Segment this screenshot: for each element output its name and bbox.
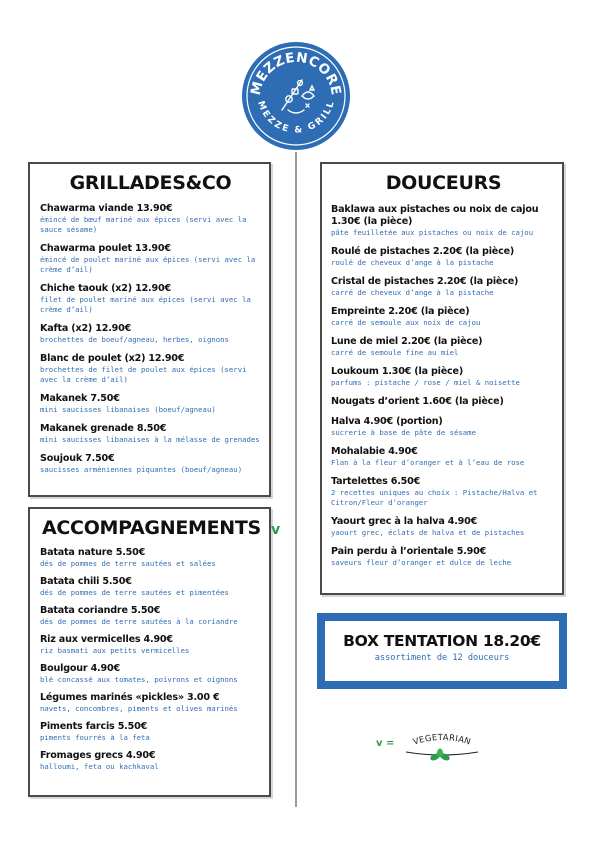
menu-item [40, 423, 261, 445]
menu-item [331, 516, 556, 538]
menu-item-description: halloumi, feta ou kachkaval [40, 762, 159, 771]
menu-item-name: Baklawa aux pistaches ou noix de cajou 1.30€ (la pièce) [331, 204, 539, 227]
menu-item-description: dés de pommes de terre sautées à la coriandre [40, 617, 238, 626]
menu-item-description: pâte feuilletée aux pistaches ou noix de cajou [331, 228, 534, 237]
menu-item-name: Piments farcis 5.50€ [40, 721, 148, 732]
menu-item [331, 476, 556, 508]
menu-item-name: Chawarma poulet 13.90€ [40, 243, 171, 254]
menu-item-description: riz basmati aux petits vermicelles [40, 646, 190, 655]
menu-item-name: Loukoum 1.30€ (la pièce) [331, 366, 464, 377]
grillades-section [28, 162, 271, 497]
menu-item-name: Kafta (x2) 12.90€ [40, 323, 132, 334]
menu-item [331, 246, 556, 268]
grillades-list [40, 203, 261, 475]
menu-item-name: Cristal de pistaches 2.20€ (la pièce) [331, 276, 519, 287]
menu-item-name: Chawarma viande 13.90€ [40, 203, 173, 214]
logo-bottom-text: MEZZE & GRILL [255, 99, 337, 136]
menu-item-name: Nougats d’orient 1.60€ (la pièce) [331, 396, 504, 407]
menu-item-name: Mohalabie 4.90€ [331, 446, 418, 457]
menu-item-description: carré de cheveux d’ange à la pistache [331, 288, 494, 297]
accompagnements-header [42, 517, 280, 539]
menu-item [331, 446, 556, 468]
menu-item-description: mini saucisses libanaises à la mélasse de grenades [40, 435, 260, 444]
menu-item-name: Fromages grecs 4.90€ [40, 750, 156, 761]
menu-item-name: Makanek 7.50€ [40, 393, 120, 404]
vegetarian-legend [374, 728, 484, 764]
menu-item [40, 203, 261, 235]
menu-item-name: Batata chili 5.50€ [40, 576, 132, 587]
menu-item [331, 204, 556, 238]
menu-item-name: Empreinte 2.20€ (la pièce) [331, 306, 470, 317]
accompagnements-section [28, 507, 280, 797]
menu-item-name: Halva 4.90€ (portion) [331, 416, 443, 427]
menu-item-description: parfums : pistache / rose / miel & noisette [331, 378, 520, 387]
menu-item-name: Lune de miel 2.20€ (la pièce) [331, 336, 483, 347]
menu-item-description: roulé de cheveux d’ange à la pistache [331, 258, 494, 267]
menu-item [40, 393, 261, 415]
menu-item-description: saucisses arméniennes piquantes (boeuf/agneau) [40, 465, 243, 474]
menu-item-description: dés de pommes de terre sautées et pimentées [40, 588, 229, 597]
menu-item-description: yaourt grec, éclats de halva et de pistaches [331, 528, 525, 537]
menu-item [40, 353, 261, 385]
menu-item [40, 750, 261, 772]
menu-item-name: Yaourt grec à la halva 4.90€ [331, 516, 478, 527]
menu-item [40, 576, 261, 598]
menu-item [40, 634, 261, 656]
menu-item-description: filet de poulet mariné aux épices (servi avec la crème d’ail) [40, 295, 251, 314]
menu-item-description: émincé de bœuf mariné aux épices (servi avec la sauce sésame) [40, 215, 247, 234]
vegetarian-leaf-icon [400, 728, 484, 764]
menu-item-name: Batata nature 5.50€ [40, 547, 146, 558]
douceurs-list [331, 204, 556, 568]
menu-item-description: sucrerie à base de pâte de sésame [331, 428, 476, 437]
menu-item-name: Pain perdu à l’orientale 5.90€ [331, 546, 487, 557]
douceurs-title: DOUCEURS [385, 172, 502, 194]
menu-item-description: mini saucisses libanaises (boeuf/agneau) [40, 405, 216, 414]
accompagnements-list [40, 547, 261, 772]
menu-item [331, 416, 556, 438]
menu-item [40, 283, 261, 315]
menu-item-description: brochettes de filet de poulet aux épices (servi avec la crème d’ail) [40, 365, 247, 384]
legend-v-equals: v = [376, 738, 395, 749]
menu-item-description: 2 recettes uniques au choix : Pistache/Halva et Citron/Fleur d’oranger [331, 488, 538, 507]
menu-item [331, 336, 556, 358]
menu-item [40, 243, 261, 275]
accompagnements-title: ACCOMPAGNEMENTS [42, 517, 261, 539]
box-tentation-title: BOX TENTATION 18.20€ [343, 632, 541, 650]
menu-item [40, 547, 261, 569]
vegetarian-mark-icon: v [270, 522, 280, 538]
menu-item-name: Riz aux vermicelles 4.90€ [40, 634, 173, 645]
menu-item-description: brochettes de boeuf/agneau, herbes, oignons [40, 335, 229, 344]
restaurant-logo [240, 40, 352, 152]
menu-item [331, 546, 556, 568]
box-tentation-banner [317, 613, 567, 689]
menu-item-description: dés de pommes de terre sautées et salées [40, 559, 216, 568]
menu-item [331, 366, 556, 388]
menu-item-description: saveurs fleur d’oranger et dulce de leche [331, 558, 512, 567]
logo-top-text: MEZZENCORE [247, 49, 345, 97]
menu-item-name: Tartelettes 6.50€ [331, 476, 421, 487]
menu-item [40, 721, 261, 743]
douceurs-section [320, 162, 564, 595]
menu-item [40, 453, 261, 475]
menu-item-name: Blanc de poulet (x2) 12.90€ [40, 353, 185, 364]
menu-item-name: Chiche taouk (x2) 12.90€ [40, 283, 171, 294]
menu-item [331, 396, 556, 408]
menu-item-name: Légumes marinés «pickles» 3.00 € [40, 692, 220, 703]
grillades-title: GRILLADES&CO [69, 172, 232, 194]
legend-label: VEGETARIAN [411, 732, 473, 748]
box-tentation-subtitle: assortiment de 12 douceurs [374, 653, 510, 663]
menu-item [40, 605, 261, 627]
menu-item-description: blé concassé aux tomates, poivrons et oignons [40, 675, 238, 684]
menu-item [331, 276, 556, 298]
menu-item [40, 323, 261, 345]
column-divider [295, 152, 297, 807]
menu-item-name: Makanek grenade 8.50€ [40, 423, 167, 434]
menu-item-description: émincé de poulet mariné aux épices (servi avec la crème d’ail) [40, 255, 256, 274]
menu-item-name: Roulé de pistaches 2.20€ (la pièce) [331, 246, 515, 257]
menu-item-name: Boulgour 4.90€ [40, 663, 120, 674]
menu-item [40, 692, 261, 714]
logo-emblem-icon [240, 40, 352, 152]
menu-item-description: carré de semoule fine au miel [331, 348, 459, 357]
menu-item [331, 306, 556, 328]
menu-item-description: carré de semoule aux noix de cajou [331, 318, 481, 327]
menu-item-name: Batata coriandre 5.50€ [40, 605, 161, 616]
menu-item-description: navets, concombres, piments et olives marinés [40, 704, 238, 713]
menu-item [40, 663, 261, 685]
box-tentation-panel [325, 621, 559, 681]
menu-item-name: Soujouk 7.50€ [40, 453, 115, 464]
menu-item-description: piments fourrés à la feta [40, 733, 150, 742]
menu-item-description: Flan à la fleur d’oranger et à l’eau de rose [331, 458, 525, 467]
